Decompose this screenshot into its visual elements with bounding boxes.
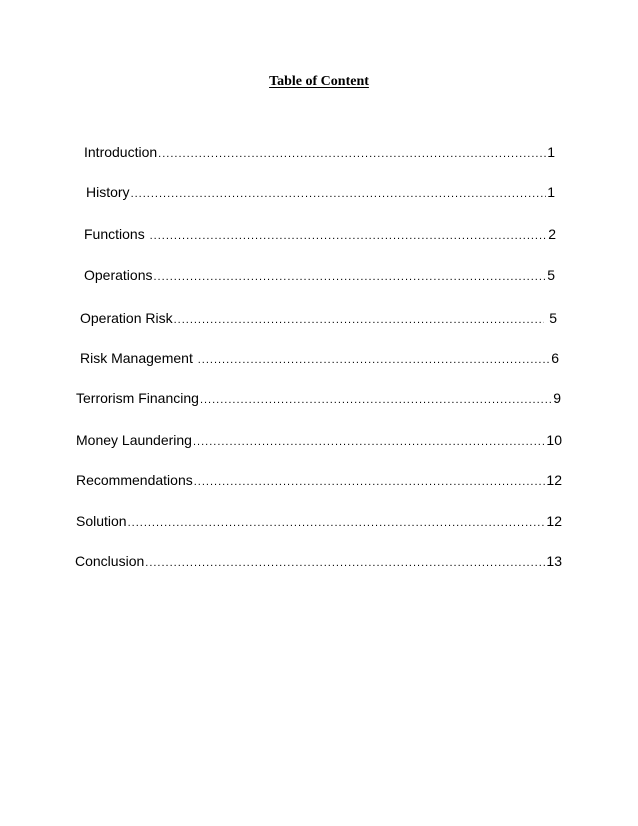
toc-entry-conclusion xyxy=(75,552,562,572)
toc-entry-label: Operations xyxy=(84,267,153,283)
toc-dot-leader xyxy=(174,311,545,329)
toc-entry-money-laundering xyxy=(76,431,562,451)
toc-dot-leader xyxy=(200,391,552,409)
toc-entry-label: Terrorism Financing xyxy=(76,390,199,406)
toc-entry-label: Conclusion xyxy=(75,553,145,569)
toc-entry-label: Functions xyxy=(84,226,149,242)
toc-dot-leader xyxy=(198,351,550,369)
toc-dot-leader xyxy=(158,145,546,163)
toc-entry-label: Operation Risk xyxy=(80,310,173,326)
toc-entry-label: Recommendations xyxy=(76,472,193,488)
toc-entry-page: 12 xyxy=(546,513,562,529)
toc-entry-label: History xyxy=(86,184,130,200)
toc-entry-page: 5 xyxy=(547,267,555,283)
toc-entry-label: Introduction xyxy=(84,144,158,160)
toc-dot-leader xyxy=(128,514,546,532)
toc-entry-page: 12 xyxy=(546,472,562,488)
toc-entry-solution xyxy=(76,512,562,532)
toc-entry-label: Risk Management xyxy=(80,350,197,366)
toc-entry-terrorism-financing xyxy=(76,389,561,409)
toc-entry-label: Money Laundering xyxy=(76,432,192,448)
toc-entry-label: Solution xyxy=(76,513,127,529)
toc-dot-leader xyxy=(131,185,547,203)
toc-title: Table of Content xyxy=(269,74,369,89)
toc-entry-risk-management xyxy=(80,349,559,369)
toc-dot-leader xyxy=(193,433,545,451)
toc-entry-page: 1 xyxy=(547,184,555,200)
toc-entry-page: 5 xyxy=(545,310,557,326)
toc-entry-page: 10 xyxy=(546,432,562,448)
toc-entry-introduction xyxy=(84,143,555,163)
toc-entry-functions xyxy=(84,225,556,245)
toc-dot-leader xyxy=(145,554,545,572)
toc-entry-recommendations xyxy=(76,471,562,491)
toc-entry-page: 9 xyxy=(553,390,561,406)
toc-entry-operations xyxy=(84,266,555,286)
toc-entry-page: 2 xyxy=(548,226,556,242)
toc-dot-leader xyxy=(150,227,548,245)
toc-entry-page: 1 xyxy=(547,144,555,160)
toc-entry-page: 13 xyxy=(546,553,562,569)
toc-entry-history xyxy=(86,183,555,203)
toc-entry-page: 6 xyxy=(551,350,559,366)
toc-dot-leader xyxy=(153,268,546,286)
toc-entry-operation-risk xyxy=(80,309,557,329)
toc-dot-leader xyxy=(194,473,546,491)
